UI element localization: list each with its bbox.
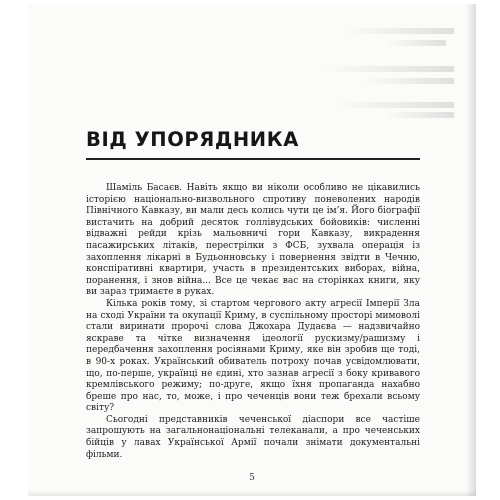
show-through-text — [364, 78, 454, 84]
chapter-title: ВІД УПОРЯДНИКА — [86, 128, 299, 151]
title-underline — [86, 158, 420, 160]
show-through-text — [324, 66, 454, 72]
show-through-text — [386, 40, 446, 46]
chapter-body — [86, 183, 420, 461]
page-number: 5 — [249, 473, 255, 483]
page-edge-shadow — [466, 4, 476, 496]
book-page — [28, 4, 476, 496]
show-through-text — [344, 28, 454, 34]
show-through-text — [334, 102, 454, 108]
body-paragraph: Кілька років тому, зі стартом чергового акту агресії Імперії Зла на сході України та окупації Криму, в суспільному просторі мимоволі стали виринати пророчі слова Джохара Дудаєва — надзвичайно яскраве та чітке визначення ідеології рускизму/рашизму і передбачення захоплення росіянами Криму, яке він зробив ще тоді, в 90-х роках. Український обиватель потроху почав усвідомлювати, що, по-перше, українці не єдині, хто зазнав агресії з боку кривавого кремлівського режиму; по-друге, якщо їхня пропаганда нахабно бреше про нас, то, може, і про чеченців вони теж брехали всьому світу? — [86, 298, 420, 414]
page-bottom-shadow — [28, 490, 476, 496]
body-paragraph: Сьогодні представників чеченської діаспори все частіше запрошують на загальнонаціональні телеканали, а про чеченських бійців у лавах Української Армії почали знімати документальні фільми. — [86, 414, 420, 460]
show-through-text — [384, 112, 454, 118]
body-paragraph: Шаміль Басаєв. Навіть якщо ви ніколи особливо не цікавились історією національно-визвольного спротиву поневолених народів Північного Кавказу, ви мали десь колись чути це ім’я. Його біографії вистачить на добрий десяток голлівудських бойовиків: численні відважні рейди крізь мальовничі гори Кавказу, викрадення пасажирських літаків, перестрілки з ФСБ, зухвала операція із захоплення лікарні в Будьонновську і повернення звідти в Чечню, конспіративні квартири, участь в президентських виборах, війна, поранення, і знов війна... Все це чекає вас на сторінках книги, яку ви зараз тримаєте в руках. — [86, 183, 420, 298]
